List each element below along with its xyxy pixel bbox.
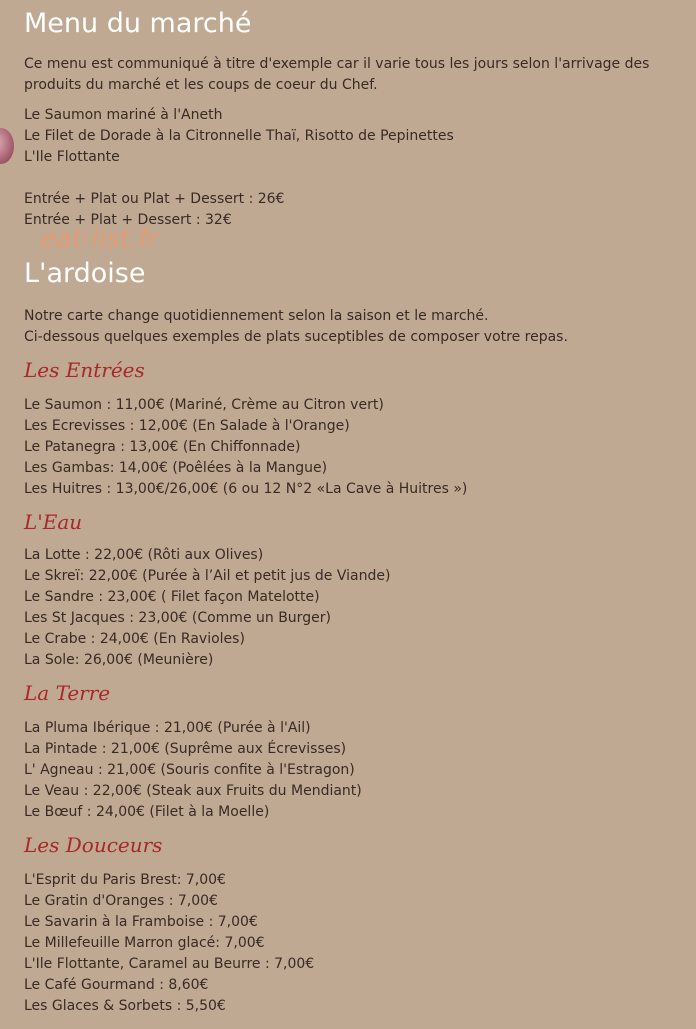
ardoise-intro-1: Notre carte change quotidiennement selon la saison et le marché. [24, 308, 489, 324]
menu-price: Entrée + Plat ou Plat + Dessert : 26€ [24, 191, 285, 207]
menu-dish: L'Ile Flottante [24, 149, 120, 165]
section-list-entrees [24, 395, 467, 500]
section-list-eau [24, 545, 390, 671]
list-item: La Sole: 26,00€ (Meunière) [24, 652, 214, 668]
menu-dishes-list [24, 105, 454, 168]
list-item: Le Bœuf : 24,00€ (Filet à la Moelle) [24, 804, 270, 820]
list-item: Le Millefeuille Marron glacé: 7,00€ [24, 935, 265, 951]
list-item: La Pluma Ibérique : 21,00€ (Purée à l'Ail) [24, 720, 311, 736]
list-item: Les Gambas: 14,00€ (Poêlées à la Mangue) [24, 460, 328, 476]
list-item: Le Patanegra : 13,00€ (En Chiffonnade) [24, 439, 301, 455]
list-item: La Lotte : 22,00€ (Rôti aux Olives) [24, 547, 264, 563]
section-title-douceurs: Les Douceurs [24, 833, 163, 857]
section-title-eau: L'Eau [24, 510, 83, 534]
watermark: eat-list.fr [40, 224, 158, 254]
section-title-terre: La Terre [24, 681, 111, 705]
list-item: Le Crabe : 24,00€ (En Ravioles) [24, 631, 245, 647]
ardoise-title: L'ardoise [24, 258, 146, 289]
list-item: Le Skreï: 22,00€ (Purée à l’Ail et petit jus de Viande) [24, 568, 391, 584]
list-item: L' Agneau : 21,00€ (Souris confite à l'Estragon) [24, 762, 355, 778]
list-item: Le Savarin à la Framboise : 7,00€ [24, 914, 258, 930]
menu-title: Menu du marché [24, 8, 252, 39]
list-item: Les Glaces & Sorbets : 5,50€ [24, 998, 226, 1014]
menu-prices-list [24, 189, 284, 231]
fig-decoration [0, 128, 14, 164]
section-title-entrees: Les Entrées [24, 358, 145, 382]
list-item: Le Sandre : 23,00€ ( Filet façon Matelotte) [24, 589, 320, 605]
list-item: Le Veau : 22,00€ (Steak aux Fruits du Mendiant) [24, 783, 362, 799]
section-list-douceurs [24, 870, 314, 1017]
list-item: L'Ile Flottante, Caramel au Beurre : 7,00€ [24, 956, 315, 972]
ardoise-intro-2: Ci-dessous quelques exemples de plats suceptibles de composer votre repas. [24, 329, 568, 345]
section-list-terre [24, 718, 362, 823]
menu-dish: Le Filet de Dorade à la Citronnelle Thaï, Risotto de Pepinettes [24, 128, 454, 144]
list-item: Le Saumon : 11,00€ (Mariné, Crème au Citron vert) [24, 397, 384, 413]
list-item: Les Huitres : 13,00€/26,00€ (6 ou 12 N°2 «La Cave à Huitres ») [24, 481, 468, 497]
list-item: La Pintade : 21,00€ (Suprême aux Écrevisses) [24, 741, 347, 757]
list-item: Les St Jacques : 23,00€ (Comme un Burger) [24, 610, 331, 626]
menu-dish: Le Saumon mariné à l'Aneth [24, 107, 223, 123]
menu-price: Entrée + Plat + Dessert : 32€ [24, 212, 232, 228]
list-item: L'Esprit du Paris Brest: 7,00€ [24, 872, 226, 888]
list-item: Le Gratin d'Oranges : 7,00€ [24, 893, 218, 909]
list-item: Le Café Gourmand : 8,60€ [24, 977, 209, 993]
list-item: Les Ecrevisses : 12,00€ (En Salade à l'Orange) [24, 418, 350, 434]
menu-intro: Ce menu est communiqué à titre d'exemple car il varie tous les jours selon l'arrivage des produits du marché et les coups de coeur du Chef. [24, 56, 650, 93]
